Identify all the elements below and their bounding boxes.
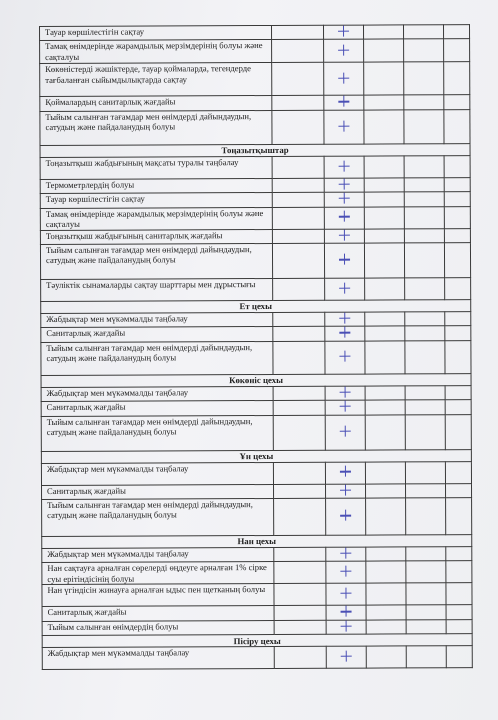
checklist-item-label: Жабдықтар мен мүкәммалды таңбалау (42, 548, 274, 563)
compliance-mark-cell (325, 341, 365, 374)
blank-cell (406, 620, 446, 635)
handwritten-plus-mark (340, 386, 351, 397)
compliance-mark-cell (326, 620, 366, 635)
checklist-item-label: Тыйым салынған тағамдар мен өнімдерді дайындаудын, сатудың және пайдаланудың болуы (41, 415, 273, 451)
handwritten-plus-mark (338, 120, 349, 131)
handwritten-plus-mark (339, 282, 350, 293)
blank-cell (406, 646, 446, 668)
blank-cell (446, 561, 472, 583)
inspection-checklist-table (39, 24, 473, 670)
checklist-item-label: Термометрлердің болуы (40, 178, 272, 193)
blank-cell (364, 62, 404, 95)
handwritten-plus-mark (339, 327, 350, 338)
blank-cell (273, 415, 325, 450)
checklist-row (40, 243, 470, 280)
handwritten-plus-mark (339, 160, 350, 171)
compliance-mark-cell (325, 415, 365, 450)
blank-cell (273, 278, 325, 300)
handwritten-plus-mark (339, 211, 350, 222)
blank-cell (364, 192, 404, 207)
blank-cell (363, 25, 403, 40)
blank-cell (405, 326, 445, 341)
blank-cell (365, 326, 405, 341)
blank-cell (365, 278, 405, 300)
blank-cell (444, 228, 470, 243)
blank-cell (406, 498, 446, 535)
blank-cell (272, 192, 324, 207)
blank-cell (364, 243, 404, 278)
checklist-item-label: Тамақ өнімдерінде жарамдылық мерзімдерінің болуы және сақталуы (40, 40, 272, 64)
blank-cell (405, 312, 445, 327)
compliance-mark-cell (325, 312, 365, 327)
blank-cell (406, 583, 446, 605)
checklist-item-label: Санитарлық жағдайы (42, 606, 274, 621)
compliance-mark-cell (326, 646, 366, 668)
compliance-mark-cell (324, 156, 364, 178)
blank-cell (274, 547, 326, 562)
handwritten-plus-mark (341, 621, 352, 632)
compliance-mark-cell (324, 110, 364, 144)
blank-cell (444, 39, 470, 62)
blank-cell (366, 646, 406, 668)
blank-cell (273, 401, 325, 416)
checklist-item-label: Жабдықтар мен мүкәммалды таңбалау (41, 462, 273, 485)
blank-cell (364, 110, 404, 144)
checklist-item-label: Қоймалардың санитарлық жағдайы (40, 96, 272, 111)
blank-cell (273, 462, 325, 484)
compliance-mark-cell (323, 25, 363, 40)
section-title: Тоңазытқыштар (40, 143, 470, 157)
checklist-item-label: Жабдықтар мен мүкәммалды таңбалау (41, 313, 273, 328)
handwritten-plus-mark (338, 72, 349, 83)
compliance-mark-cell (324, 229, 364, 244)
blank-cell (444, 243, 470, 278)
checklist-item-label: Тыйым салынған тағамдар мен өнімдерді дайындаудын, сатудың және пайдаланудың болуы (40, 244, 272, 280)
checklist-item-label: Тамақ өнімдерінде жарамдылық мерзімдерінің болуы және сақталуы (40, 207, 272, 230)
blank-cell (271, 25, 323, 40)
blank-cell (444, 95, 470, 110)
blank-cell (404, 243, 444, 278)
blank-cell (272, 229, 324, 244)
blank-cell (366, 547, 406, 562)
blank-cell (366, 620, 406, 635)
handwritten-plus-mark (340, 466, 351, 477)
blank-cell (405, 483, 445, 498)
blank-cell (364, 229, 404, 244)
handwritten-plus-mark (338, 26, 349, 37)
blank-cell (445, 312, 471, 327)
blank-cell (445, 461, 471, 483)
blank-cell (365, 312, 405, 327)
blank-cell (444, 62, 470, 95)
blank-cell (403, 25, 443, 40)
handwritten-plus-mark (340, 566, 351, 577)
blank-cell (274, 620, 326, 635)
checklist-item-label: Тыйым салынған тағамдар мен өнімдерді дайындаудын, сатудың және пайдаланудың болуы (41, 341, 273, 375)
blank-cell (272, 96, 324, 111)
blank-cell (445, 326, 471, 341)
blank-cell (364, 95, 404, 110)
blank-cell (274, 484, 326, 499)
blank-cell (445, 483, 471, 498)
blank-cell (404, 156, 444, 178)
compliance-mark-cell (324, 95, 364, 110)
compliance-mark-cell (326, 606, 366, 621)
blank-cell (443, 25, 469, 40)
blank-cell (444, 192, 470, 207)
checklist-item-label: Нан үгіндісін жинауға арналған ыдыс пен щетканың болуы (42, 584, 274, 607)
blank-cell (272, 243, 324, 278)
blank-cell (444, 206, 470, 228)
checklist-row (41, 461, 471, 485)
checklist-item-label: Көкөністерді жәшіктерде, тауар қоймаларда, тегендерде тағбаланған сыйымдылықтарда сақтау (40, 63, 272, 97)
blank-cell (274, 606, 326, 621)
handwritten-plus-mark (340, 588, 351, 599)
checklist-item-label: Тауар көршілестігін сақтау (40, 193, 272, 208)
blank-cell (444, 155, 470, 177)
checklist-row (40, 39, 470, 64)
section-title: Нан цехы (42, 535, 472, 549)
section-title: Пісіру цехы (42, 634, 472, 648)
compliance-mark-cell (326, 562, 366, 584)
blank-cell (273, 386, 325, 401)
handwritten-plus-mark (338, 44, 349, 55)
blank-cell (444, 109, 470, 143)
section-title: Ұн цехы (41, 449, 471, 463)
blank-cell (446, 498, 472, 535)
compliance-mark-cell (325, 400, 365, 415)
blank-cell (404, 206, 444, 228)
checklist-row (42, 646, 472, 670)
blank-cell (366, 484, 406, 499)
blank-cell (405, 400, 445, 415)
blank-cell (406, 561, 446, 583)
handwritten-plus-mark (339, 254, 350, 265)
handwritten-plus-mark (339, 351, 350, 362)
compliance-mark-cell (325, 462, 365, 484)
compliance-mark-cell (326, 584, 366, 606)
blank-cell (405, 386, 445, 401)
compliance-mark-cell (325, 386, 365, 401)
blank-cell (272, 178, 324, 193)
handwritten-plus-mark (340, 484, 351, 495)
compliance-mark-cell (325, 278, 365, 300)
checklist-row (42, 583, 472, 607)
blank-cell (406, 605, 446, 620)
blank-cell (365, 462, 405, 484)
handwritten-plus-mark (340, 426, 351, 437)
handwritten-plus-mark (339, 313, 350, 324)
blank-cell (366, 605, 406, 620)
compliance-mark-cell (324, 62, 364, 95)
checklist-item-label: Тыйым салынған тағамдар мен өнімдерді дайындаудын, сатудың және пайдаланудың болуы (40, 110, 272, 145)
blank-cell (366, 561, 406, 583)
blank-cell (273, 327, 325, 342)
checklist-item-label: Тоңазытқыш жабдығының санитарлық жағдайы (40, 229, 272, 244)
blank-cell (366, 583, 406, 605)
checklist-item-label: Санитарлық жағдайы (42, 484, 274, 499)
blank-cell (446, 619, 472, 634)
blank-cell (446, 583, 472, 605)
blank-cell (445, 400, 471, 415)
compliance-mark-cell (326, 484, 366, 499)
compliance-mark-cell (324, 192, 364, 207)
compliance-mark-cell (324, 39, 364, 62)
blank-cell (446, 547, 472, 562)
checklist-row (40, 206, 470, 230)
handwritten-plus-mark (341, 651, 352, 662)
checklist-item-label: Тоңазытқыш жабдығының мақсаты туралы таңбалау (40, 156, 272, 179)
checklist-row (40, 62, 470, 97)
blank-cell (273, 341, 325, 374)
blank-cell (445, 278, 471, 300)
checklist-item-label: Жабдықтар мен мүкәммалды таңбалау (41, 386, 273, 401)
checklist-item-label: Тауар көршілестігін сақтау (40, 25, 272, 40)
blank-cell (365, 415, 405, 450)
blank-cell (404, 95, 444, 110)
compliance-mark-cell (324, 243, 364, 278)
handwritten-plus-mark (341, 606, 352, 617)
blank-cell (404, 39, 444, 62)
blank-cell (364, 178, 404, 193)
blank-cell (364, 39, 404, 62)
checklist-item-label: Санитарлық жағдайы (41, 401, 273, 416)
blank-cell (445, 414, 471, 449)
handwritten-plus-mark (339, 229, 350, 240)
blank-cell (272, 207, 324, 229)
blank-cell (272, 40, 324, 63)
handwritten-plus-mark (338, 96, 349, 107)
checklist-row (41, 414, 471, 451)
blank-cell (446, 646, 472, 668)
blank-cell (364, 156, 404, 178)
blank-cell (365, 386, 405, 401)
section-title: Көкөніс цехы (41, 373, 471, 387)
blank-cell (406, 547, 446, 562)
compliance-mark-cell (325, 327, 365, 342)
blank-cell (366, 498, 406, 535)
blank-cell (272, 110, 324, 144)
blank-cell (405, 341, 445, 374)
blank-cell (445, 385, 471, 400)
handwritten-plus-mark (340, 510, 351, 521)
checklist-row (42, 561, 472, 585)
blank-cell (404, 110, 444, 144)
checklist-item-label: Жабдықтар мен мүкәммалды таңбалау (42, 647, 274, 670)
blank-cell (272, 63, 324, 96)
blank-cell (365, 341, 405, 374)
blank-cell (445, 340, 471, 373)
checklist-row (42, 498, 472, 537)
blank-cell (405, 414, 445, 449)
checklist-row (41, 278, 471, 302)
checklist-item-label: Тәуліктік сынамаларды сақтау шарттары мен дұрыстығы (41, 279, 273, 302)
checklist-item-label: Санитарлық жағдайы (41, 327, 273, 342)
blank-cell (404, 228, 444, 243)
compliance-mark-cell (326, 498, 366, 535)
checklist-row (40, 109, 470, 145)
blank-cell (404, 62, 444, 95)
blank-cell (405, 278, 445, 300)
checklist-item-label: Нан сақтауға арналған сөрелерді өңдеуге арналған 1% сірке суы ерітіндісінің болуы (42, 562, 274, 585)
blank-cell (274, 562, 326, 584)
checklist-item-label: Тыйым салынған тағамдар мен өнімдерді дайындаудын, сатудың және пайдаланудың болуы (42, 499, 274, 537)
compliance-mark-cell (324, 178, 364, 193)
blank-cell (273, 312, 325, 327)
checklist-item-label: Тыйым салынған өнімдердің болуы (42, 620, 274, 635)
blank-cell (404, 192, 444, 207)
handwritten-plus-mark (339, 178, 350, 189)
handwritten-plus-mark (339, 193, 350, 204)
compliance-mark-cell (324, 207, 364, 229)
blank-cell (405, 461, 445, 483)
blank-cell (274, 498, 326, 535)
blank-cell (444, 177, 470, 192)
checklist-row (41, 340, 471, 375)
blank-cell (365, 400, 405, 415)
blank-cell (404, 178, 444, 193)
compliance-mark-cell (326, 547, 366, 562)
blank-cell (274, 647, 326, 669)
blank-cell (272, 156, 324, 178)
blank-cell (274, 584, 326, 606)
section-title: Ет цехы (41, 300, 471, 314)
blank-cell (446, 605, 472, 620)
handwritten-plus-mark (340, 548, 351, 559)
checklist-row (40, 155, 470, 179)
handwritten-plus-mark (340, 401, 351, 412)
blank-cell (364, 207, 404, 229)
